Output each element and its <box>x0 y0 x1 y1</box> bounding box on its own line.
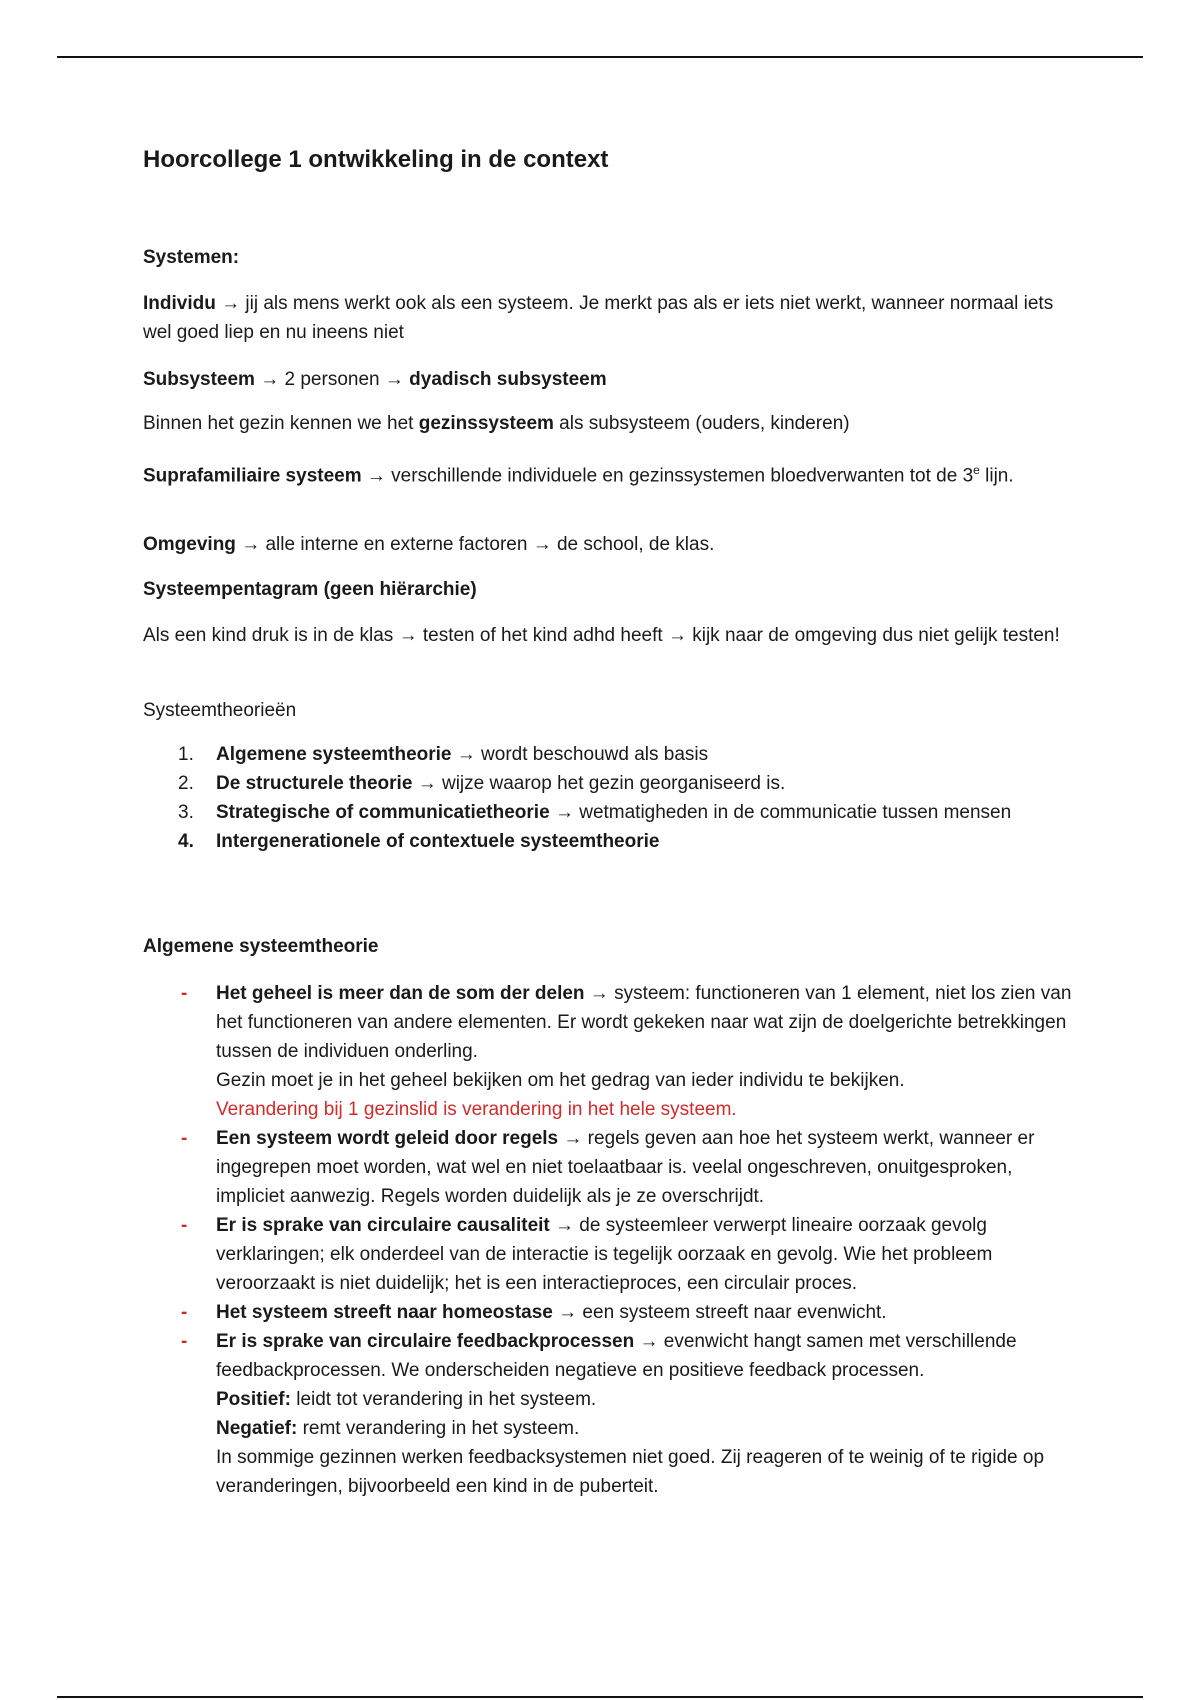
section-heading-theorieen: Systeemtheorieën <box>143 700 297 721</box>
arrow-icon: → <box>639 1331 659 1352</box>
arrow-icon: → <box>456 744 476 765</box>
paragraph-individu: Individu → jij als mens werkt ook als een systeem. Je merkt pas als er iets niet werkt, wanneer normaal iets wel goed liep en nu ineens niet <box>143 293 1054 343</box>
document-title: Hoorcollege 1 ontwikkeling in de context <box>143 146 609 173</box>
list-item: 3. Strategische of communicatietheorie → wetmatigheden in de communicatie tussen mensen <box>178 802 1012 823</box>
arrow-icon: → <box>558 1302 578 1323</box>
paragraph-omgeving: Omgeving → alle interne en externe factoren → de school, de klas. <box>143 534 715 555</box>
paragraph-pentagram: Systeempentagram (geen hiërarchie) <box>143 579 477 600</box>
arrow-icon: → <box>555 1215 575 1236</box>
top-rule <box>57 56 1143 58</box>
arrow-icon: → <box>667 625 687 646</box>
list-item: 4. Intergenerationele of contextuele systeemtheorie <box>178 831 660 852</box>
arrow-icon: → <box>554 802 574 823</box>
bullet-dash-icon: - <box>181 1215 188 1236</box>
principle-list <box>143 979 1083 1501</box>
list-item: 1. Algemene systeemtheorie → wordt beschouwd als basis <box>178 744 709 765</box>
list-item: - Er is sprake van circulaire causaliteit → de systeemleer verwerpt lineaire oorzaak gevolg verklaringen; elk onderdeel van de interactie is tegelijk oorzaak en gevolg. Wie het probleem veroorzaakt is niet duidelijk; het is een interactieproces, een circulair proces. <box>143 1211 1083 1298</box>
paragraph-gezin: Binnen het gezin kennen we het gezinssysteem als subsysteem (ouders, kinderen) <box>143 413 850 434</box>
bullet-dash-icon: - <box>181 1331 188 1352</box>
list-item: - Het systeem streeft naar homeostase → een systeem streeft naar evenwicht. <box>143 1298 1083 1327</box>
bottom-rule <box>57 1696 1143 1698</box>
list-item: - Een systeem wordt geleid door regels → regels geven aan hoe het systeem werkt, wanneer er ingegrepen moet worden, wat wel en niet toelaatbaar is. veelal ongeschreven, onuitgesproken, impliciet aanwezig. Regels worden duidelijk als je ze overschrijdt. <box>143 1124 1083 1211</box>
paragraph-subsysteem: Subsysteem → 2 personen → dyadisch subsysteem <box>143 369 607 390</box>
arrow-icon: → <box>589 983 609 1004</box>
arrow-icon: → <box>384 369 404 390</box>
arrow-icon: → <box>221 293 241 314</box>
arrow-icon: → <box>563 1128 583 1149</box>
arrow-icon: → <box>260 369 280 390</box>
theory-list <box>143 740 1083 856</box>
paragraph-adhd: Als een kind druk is in de klas → testen of het kind adhd heeft → kijk naar de omgeving dus niet gelijk testen! <box>143 625 1060 646</box>
section-heading-algemene: Algemene systeemtheorie <box>143 936 379 957</box>
list-item: - Er is sprake van circulaire feedbackprocessen → evenwicht hangt samen met verschillende feedbackprocessen. We onderscheiden negatieve en positieve feedback processen. Positief: leidt tot verandering in het systeem. Negatief: remt verandering in het systeem. In sommige gezinnen werken feedbacksystemen niet goed. Zij reageren of te weinig of te rigide op veranderingen, bijvoorbeeld een kind in de puberteit. <box>143 1327 1083 1501</box>
paragraph-suprafamiliaire: Suprafamiliaire systeem → verschillende individuele en gezinssystemen bloedverwanten tot de 3e lijn. <box>143 463 1014 487</box>
list-item: 2. De structurele theorie → wijze waarop het gezin georganiseerd is. <box>178 773 786 794</box>
bullet-dash-icon: - <box>181 1302 188 1323</box>
arrow-icon: → <box>417 773 437 794</box>
arrow-icon: → <box>398 625 418 646</box>
list-item: - Het geheel is meer dan de som der delen → systeem: functioneren van 1 element, niet los zien van het functioneren van andere elementen. Er wordt gekeken naar wat zijn de doelgerichte betrekkingen tussen de individuen onderling. Gezin moet je in het geheel bekijken om het gedrag van ieder individu te bekijken. Verandering bij 1 gezinslid is verandering in het hele systeem. <box>143 979 1083 1124</box>
bullet-dash-icon: - <box>181 1128 188 1149</box>
arrow-icon: → <box>532 534 552 555</box>
section-heading-systemen: Systemen: <box>143 247 240 268</box>
bullet-dash-icon: - <box>181 983 188 1004</box>
arrow-icon: → <box>366 465 386 487</box>
arrow-icon: → <box>241 534 261 555</box>
